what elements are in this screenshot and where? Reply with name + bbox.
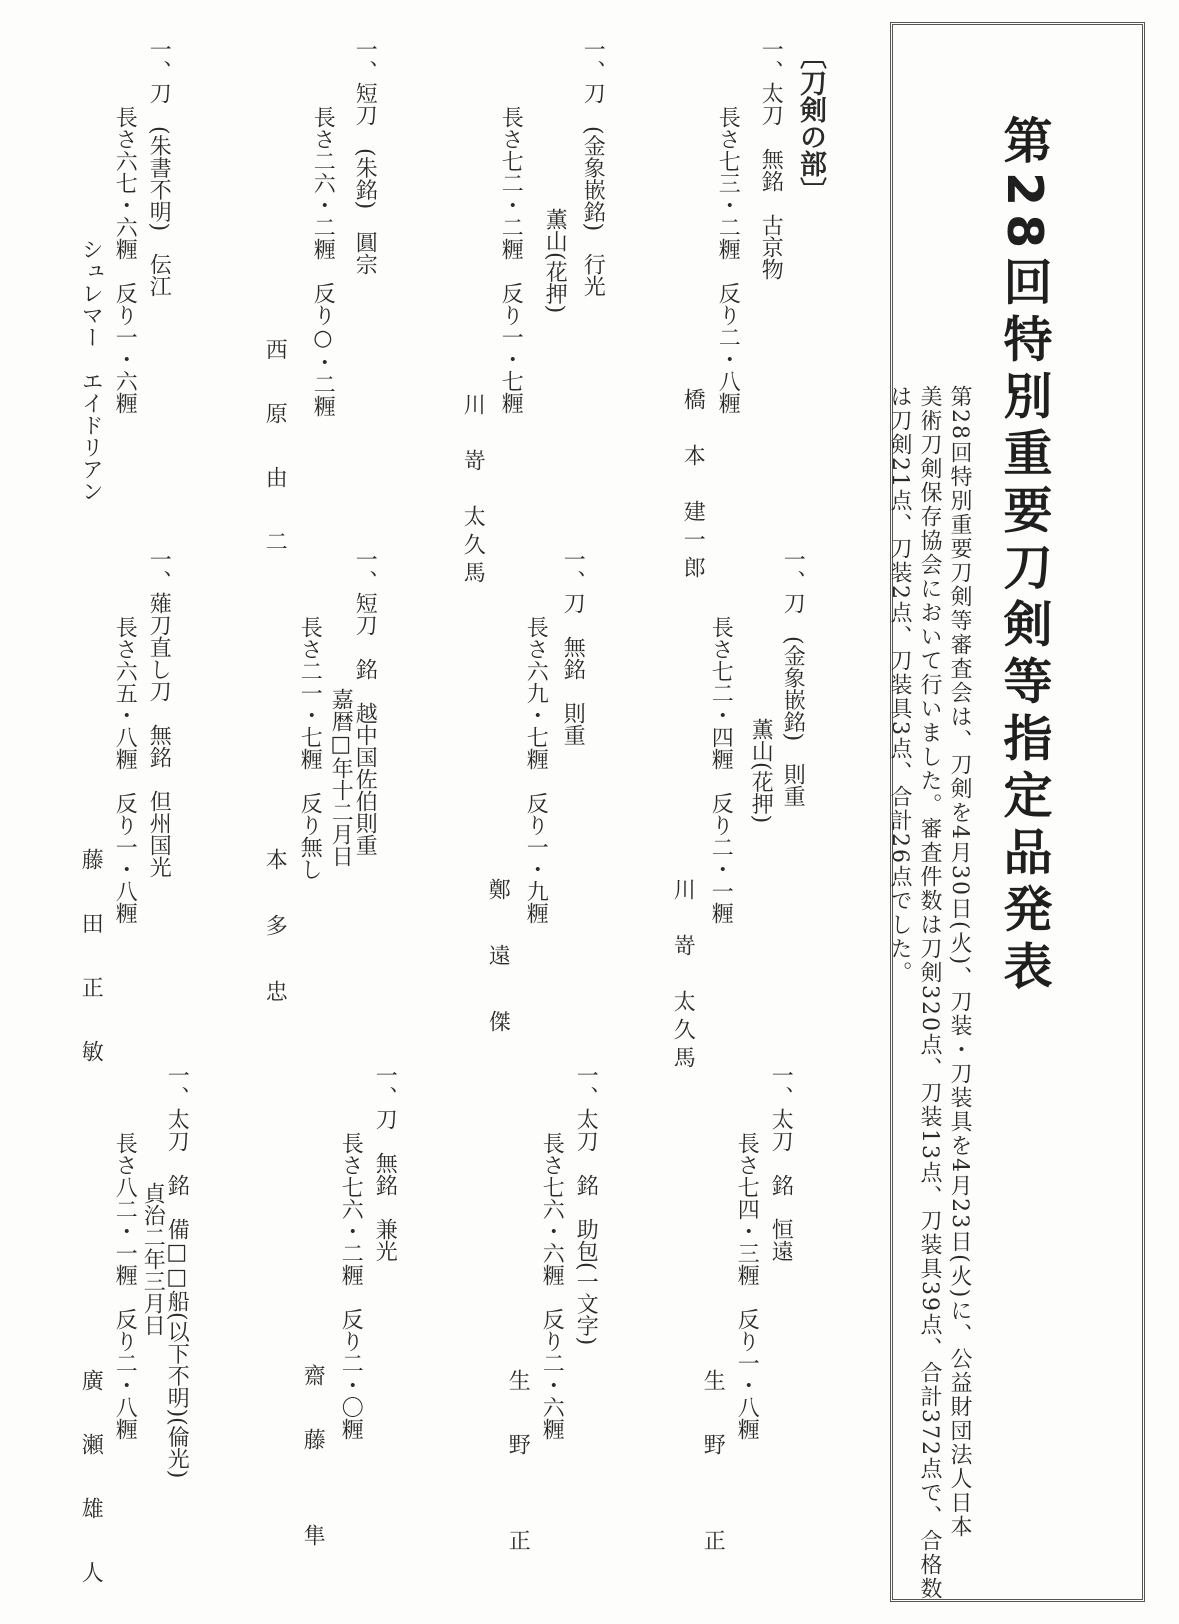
entry-owner: 川 嵜 太久馬: [460, 393, 486, 589]
title-box: [887, 22, 1145, 1602]
intro-line-1: 第28回特別重要刀剣等審査会は、刀剣を4月30日(火)、刀装・刀装具を4月23日(火)に、公益財団法人日本: [947, 385, 972, 1540]
entry-head: 一、短刀 (朱銘) 圓宗: [352, 38, 378, 276]
entry-size: 長さ六七・六糎 反り一・六糎: [112, 106, 138, 414]
entry-size: 長さ七六・六糎 反り二・六糎: [539, 1132, 565, 1440]
entry-owner: 橋 本 建一郎: [680, 388, 706, 584]
entry-head: 一、刀 (金象嵌銘) 則重: [780, 548, 806, 808]
entry-sub: 嘉暦□年十二月日: [328, 688, 354, 867]
entry-head: 一、太刀 銘 備□□船(以下不明)(倫光): [164, 1064, 190, 1479]
entry-owner: 廣 瀬 雄 人: [78, 1369, 104, 1593]
entry-size: 長さ六九・七糎 反り一・九糎: [523, 616, 549, 924]
entry-sub: 薫山(花押): [542, 208, 568, 314]
entry-size: 長さ七二・二糎 反り一・七糎: [498, 106, 524, 414]
entry-size: 長さ二六・二糎 反り○・二糎: [310, 106, 336, 417]
entry-size: 長さ二一・七糎 反り無し: [297, 616, 323, 880]
entry-owner: 川 嵜 太久馬: [670, 878, 696, 1074]
entry-owner: 藤 田 正 敏: [78, 848, 104, 1072]
page-title: 第28回特別重要刀剣等指定品発表: [996, 115, 1053, 998]
entry-owner: 齋 藤 隼: [300, 1364, 326, 1556]
entry-owner: シュレマー エイドリアン: [78, 238, 104, 502]
entry-head: 一、刀 (朱書不明) 伝江: [146, 38, 172, 298]
entry-owner: 西 原 由 二: [262, 338, 288, 562]
entry-head: 一、短刀 銘 越中国佐伯則重: [352, 548, 378, 856]
entry-sub: 薫山(花押): [748, 718, 774, 824]
entry-size: 長さ七六・二糎 反り二・〇糎: [338, 1132, 364, 1440]
entry-head: 一、刀 (金象嵌銘) 行光: [580, 38, 606, 298]
entry-size: 長さ七二・四糎 反り二・一糎: [708, 616, 734, 924]
entry-owner: 生 野 正: [505, 1369, 531, 1561]
entry-head: 一、太刀 無銘 古京物: [758, 38, 784, 280]
entry-size: 長さ六五・八糎 反り一・八糎: [112, 616, 138, 924]
entry-size: 長さ七四・三糎 反り一・八糎: [734, 1132, 760, 1440]
entry-sub: 貞治二年三月日: [140, 1182, 166, 1336]
entry-head: 一、太刀 銘 恒遠: [768, 1064, 794, 1262]
entry-owner: 生 野 正: [700, 1369, 726, 1561]
entry-size: 長さ七三・二糎 反り二・八糎: [715, 106, 741, 414]
entry-head: 一、太刀 銘 助包(一文字): [573, 1064, 599, 1346]
entry-head: 一、刀 無銘 則重: [560, 548, 586, 746]
entry-owner: 鄭 遠 傑: [485, 878, 511, 1032]
entry-head: 一、薙刀直し刀 無銘 但州国光: [146, 548, 172, 878]
section-heading: 〔刀剣の部〕: [795, 42, 827, 204]
entry-owner: 本 多 忠: [262, 848, 288, 1002]
entry-head: 一、刀 無銘 兼光: [372, 1064, 398, 1262]
intro-line-3: は刀剣21点、刀装2点、刀装具3点、合計26点でした。: [887, 385, 912, 985]
intro-line-2: 美術刀剣保存協会において行いました。審査件数は刀剣320点、刀装13点、刀装具39点、合計372点で、合格数: [917, 385, 942, 1601]
entry-size: 長さ八二・一糎 反り二・八糎: [112, 1132, 138, 1440]
